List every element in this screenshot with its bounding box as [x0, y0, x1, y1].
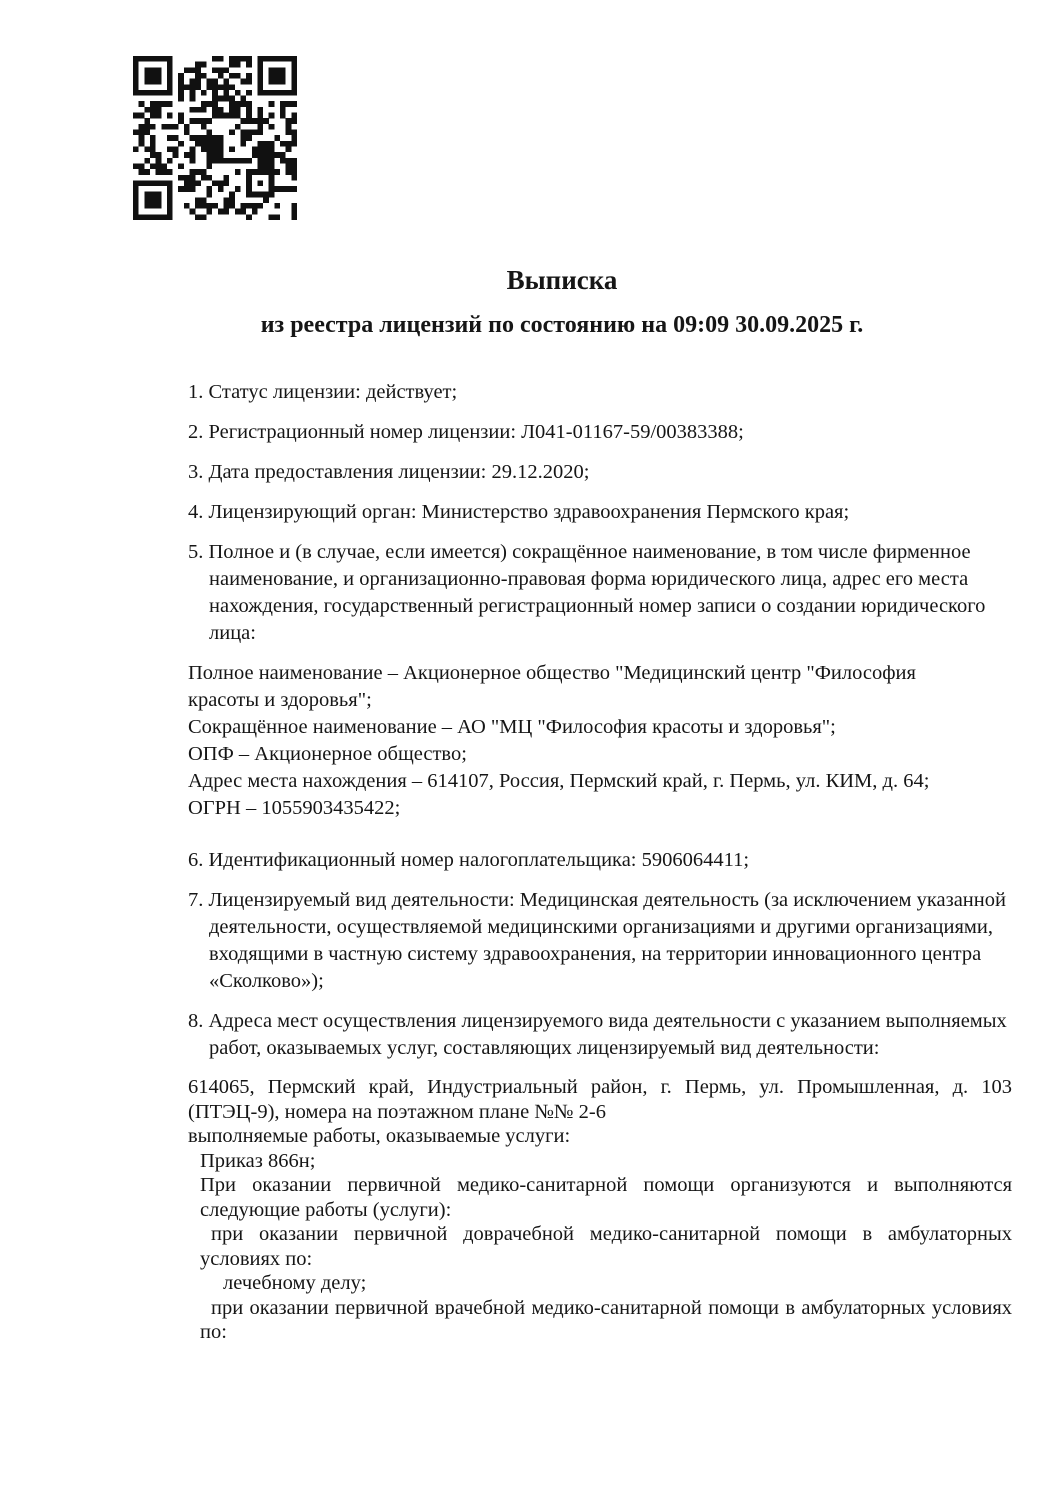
- item-text: Идентификационный номер налогоплательщика: 5906064411;: [208, 849, 750, 871]
- license-extract-document: [188, 0, 1012, 1345]
- org-full-name-line2: красоты и здоровья";: [188, 689, 372, 711]
- item-number: 5.: [188, 541, 204, 563]
- item-number: 1.: [188, 381, 204, 403]
- item-registration-number: [188, 419, 1012, 446]
- treatment-line: лечебному делу;: [223, 1272, 367, 1294]
- activity-address: 614065, Пермский край, Индустриальный район, г. Пермь, ул. Промышленная, д. 103 (ПТЭЦ-9), номера на поэтажном плане №№ 2-6: [188, 1076, 1012, 1123]
- item-number: 7.: [188, 889, 204, 911]
- item-text: Полное и (в случае, если имеется) сокращённое наименование, в том числе фирменное наименование, и организационно-правовая форма юридического лица, адрес его места нахождения, государственный регистрационный номер записи о создании юридического лица:: [208, 541, 986, 644]
- numbered-items: [188, 379, 1012, 1062]
- pre-doctor-care-paragraph: при оказании первичной доврачебной медико-санитарной помощи в амбулаторных условиях по:: [200, 1223, 1012, 1270]
- item-number: 2.: [188, 421, 204, 443]
- org-full-name-line1: Полное наименование – Акционерное общество "Медицинский центр "Философия: [188, 662, 916, 684]
- item-number: 4.: [188, 501, 204, 523]
- org-details-block: [188, 660, 1012, 822]
- item-grant-date: [188, 459, 1012, 486]
- item-text: Регистрационный номер лицензии: Л041-01167-59/00383388;: [208, 421, 744, 443]
- item-text: Лицензирующий орган: Министерство здравоохранения Пермского края;: [208, 501, 850, 523]
- item-number: 6.: [188, 849, 204, 871]
- item-license-status: [188, 379, 1012, 406]
- item-org-name-heading: [188, 539, 1012, 647]
- primary-care-paragraph: При оказании первичной медико-санитарной помощи организуются и выполняются следующие работы (услуги):: [200, 1174, 1012, 1221]
- document-header: [188, 262, 1012, 341]
- document-title: Выписка: [506, 265, 618, 295]
- item-text: Статус лицензии: действует;: [208, 381, 458, 403]
- item-activity-addresses-heading: [188, 1008, 1012, 1062]
- item-number: 3.: [188, 461, 204, 483]
- org-address: Адрес места нахождения – 614107, Россия, Пермский край, г. Пермь, ул. КИМ, д. 64;: [188, 770, 930, 792]
- item-licensing-authority: [188, 499, 1012, 526]
- item-text: Адреса мест осуществления лицензируемого вида деятельности с указанием выполняемых работ, оказываемых услуг, составляющих лицензируемый вид деятельности:: [208, 1010, 1007, 1059]
- item-text: Дата предоставления лицензии: 29.12.2020;: [208, 461, 590, 483]
- activity-address-block: [188, 1075, 1012, 1345]
- item-inn: [188, 847, 1012, 874]
- item-licensed-activity: [188, 887, 1012, 995]
- org-ogrn: ОГРН – 1055903435422;: [188, 797, 401, 819]
- item-text: Лицензируемый вид деятельности: Медицинская деятельность (за исключением указанной деятельности, осуществляемой медицинскими организациями и другими организациями, входящими в частную систему здравоохранения, на территории инновационного центра «Сколково»);: [208, 889, 1006, 992]
- org-short-name: Сокращённое наименование – АО "МЦ "Философия красоты и здоровья";: [188, 716, 836, 738]
- order-reference: Приказ 866н;: [200, 1149, 316, 1172]
- works-caption: выполняемые работы, оказываемые услуги:: [188, 1125, 571, 1147]
- document-subtitle: из реестра лицензий по состоянию на 09:09 30.09.2025 г.: [260, 312, 864, 338]
- doctor-care-paragraph: при оказании первичной врачебной медико-санитарной помощи в амбулаторных условиях по:: [200, 1296, 1012, 1343]
- org-legal-form: ОПФ – Акционерное общество;: [188, 743, 467, 765]
- item-number: 8.: [188, 1010, 204, 1032]
